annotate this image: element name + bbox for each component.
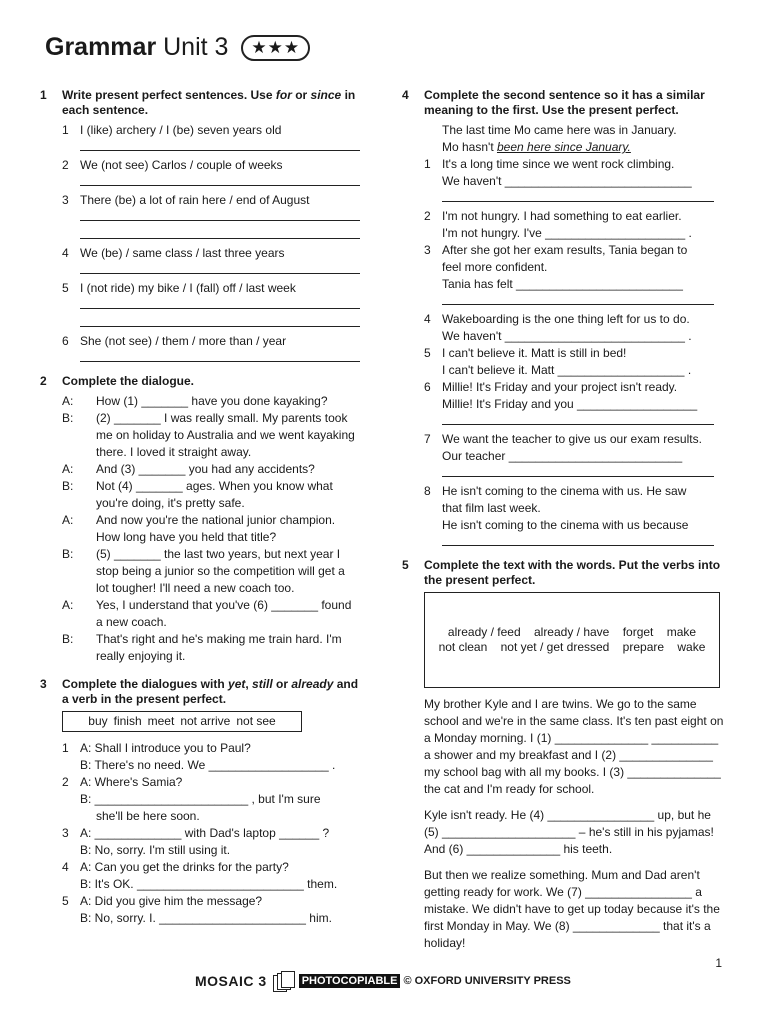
exercise-2-heading: 2 Complete the dialogue.	[40, 374, 195, 388]
ex3-item: 2 A: Where's Samia? B: _______________________ , but I'm sure she'll be here soon.	[62, 775, 321, 823]
ex4-item: 2 I'm not hungry. I had something to eat earlier. I'm not hungry. I've _____________________ .	[424, 209, 692, 240]
dialogue-line: A: How (1) _______ have you done kayaking?	[62, 394, 328, 408]
dialogue-line: B: (5) _______ the last two years, but next year I stop being a junior so the competition will get a lot tougher! I'll need a new coach too.	[62, 547, 345, 595]
ex4-item: 3 After she got her exam results, Tania began to feel more confident. Tania has felt _________________________	[424, 243, 688, 291]
example: Mo hasn't been here since January.	[442, 140, 631, 154]
text-paragraph: My brother Kyle and I are twins. We go to the same school and we're in the same class. It's ten past eight on a Monday morning. I (1) ______________ __________ a shower and my breakfast and I (2) ______________ my school bag with all my books. I (3) ______________ the cat and I'm ready for school.	[424, 697, 724, 796]
ex3-item: 4 A: Can you get the drinks for the party? B: It's OK. _________________________ them.	[62, 860, 338, 891]
exercise-1	[40, 88, 360, 362]
exercise-4-heading: 4 Complete the second sentence so it has a similar meaning to the first. Use the present perfect.	[402, 88, 705, 117]
answer-line[interactable]	[80, 350, 360, 362]
ex3-item: 1 A: Shall I introduce you to Paul? B: There's no need. We __________________ .	[62, 741, 336, 772]
dialogue-line: B: Not (4) _______ ages. When you know what you're doing, it's pretty safe.	[62, 479, 333, 510]
exercise-4	[402, 88, 728, 546]
ex1-item: 4 We (be) / same class / last three years	[62, 246, 285, 260]
photocopy-icon	[273, 972, 293, 990]
dialogue-line: B: That's right and he's making me train hard. I'm really enjoying it.	[62, 632, 342, 663]
word-box: already / feed already / have forget make not clean not yet / get dressed prepare wake	[424, 592, 720, 688]
exercise-2	[40, 374, 360, 665]
footer	[195, 972, 571, 990]
exercise-3-heading: 3 Complete the dialogues with yet, still or already and a verb in the present perfect.	[40, 677, 359, 706]
ex4-item: 8 He isn't coming to the cinema with us. He saw that film last week. He isn't coming to the cinema with us because	[424, 484, 689, 532]
answer-line[interactable]	[80, 227, 360, 239]
answer-line[interactable]	[80, 297, 360, 309]
answer-line[interactable]	[442, 293, 714, 305]
answer-line[interactable]	[442, 413, 714, 425]
ex3-item: 3 A: _____________ with Dad's laptop ______ ? B: No, sorry. I'm still using it.	[62, 826, 330, 857]
brand-logo: MOSAIC 3	[195, 973, 267, 989]
text-paragraph: Kyle isn't ready. He (4) ________________ up, but he (5) ____________________ – he's still in his pyjamas! And (6) ______________ his teeth.	[424, 808, 714, 856]
title-unit: Unit 3	[163, 33, 229, 61]
publisher: © OXFORD UNIVERSITY PRESS	[403, 975, 571, 987]
answer-line[interactable]	[442, 190, 714, 202]
ex4-item: 4 Wakeboarding is the one thing left for us to do. We haven't ___________________________ .	[424, 312, 692, 343]
right-column	[402, 88, 728, 961]
word-box: buy finish meet not arrive not see	[62, 711, 302, 732]
example: The last time Mo came here was in January.	[442, 123, 677, 137]
ex1-item: 2 We (not see) Carlos / couple of weeks	[62, 158, 283, 172]
dialogue-line: B: (2) _______ I was really small. My parents took me on holiday to Australia and we went kayaking there. I loved it straight away.	[62, 411, 355, 459]
ex1-item: 5 I (not ride) my bike / I (fall) off / last week	[62, 281, 296, 295]
answer-line[interactable]	[442, 534, 714, 546]
answer-line[interactable]	[442, 465, 714, 477]
answer-line[interactable]	[80, 262, 360, 274]
answer-line[interactable]	[80, 139, 360, 151]
exercise-1-heading: 1 Write present perfect sentences. Use for or since in each sentence.	[40, 88, 356, 117]
answer-line[interactable]	[80, 315, 360, 327]
exercise-5	[402, 558, 728, 952]
dialogue-line: A: And (3) _______ you had any accidents?	[62, 462, 315, 476]
photocopiable-label: PHOTOCOPIABLE	[299, 974, 401, 988]
difficulty-stars: ★★★	[241, 35, 310, 61]
ex4-item: 6 Millie! It's Friday and your project isn't ready. Millie! It's Friday and you __________________	[424, 380, 698, 411]
page-title	[45, 32, 310, 62]
ex4-item: 5 I can't believe it. Matt is still in bed! I can't believe it. Matt ___________________ .	[424, 346, 692, 377]
text-paragraph: But then we realize something. Mum and Dad aren't getting ready for work. We (7) ________________ a mistake. We didn't have to get up today because it's the first Monday in May. We (8) _____________ that it's a holiday!	[424, 868, 720, 950]
ex3-item: 5 A: Did you give him the message? B: No, sorry. I. ______________________ him.	[62, 894, 332, 925]
exercise-5-heading: 5 Complete the text with the words. Put the verbs into the present perfect.	[402, 558, 721, 587]
title-bold: Grammar	[45, 33, 157, 61]
ex4-item: 1 It's a long time since we went rock climbing. We haven't ____________________________	[424, 157, 692, 188]
exercise-3	[40, 677, 360, 927]
left-column	[40, 88, 360, 927]
answer-line[interactable]	[80, 209, 360, 221]
page-number: 1	[715, 956, 722, 970]
ex1-item: 1 I (like) archery / I (be) seven years old	[62, 123, 282, 137]
dialogue-line: A: Yes, I understand that you've (6) _______ found a new coach.	[62, 598, 352, 629]
answer-line[interactable]	[80, 174, 360, 186]
ex4-item: 7 We want the teacher to give us our exam results. Our teacher __________________________	[424, 432, 702, 463]
dialogue-line: A: And now you're the national junior champion. How long have you held that title?	[62, 513, 336, 544]
ex1-item: 3 There (be) a lot of rain here / end of August	[62, 193, 310, 207]
ex1-item: 6 She (not see) / them / more than / year	[62, 334, 287, 348]
